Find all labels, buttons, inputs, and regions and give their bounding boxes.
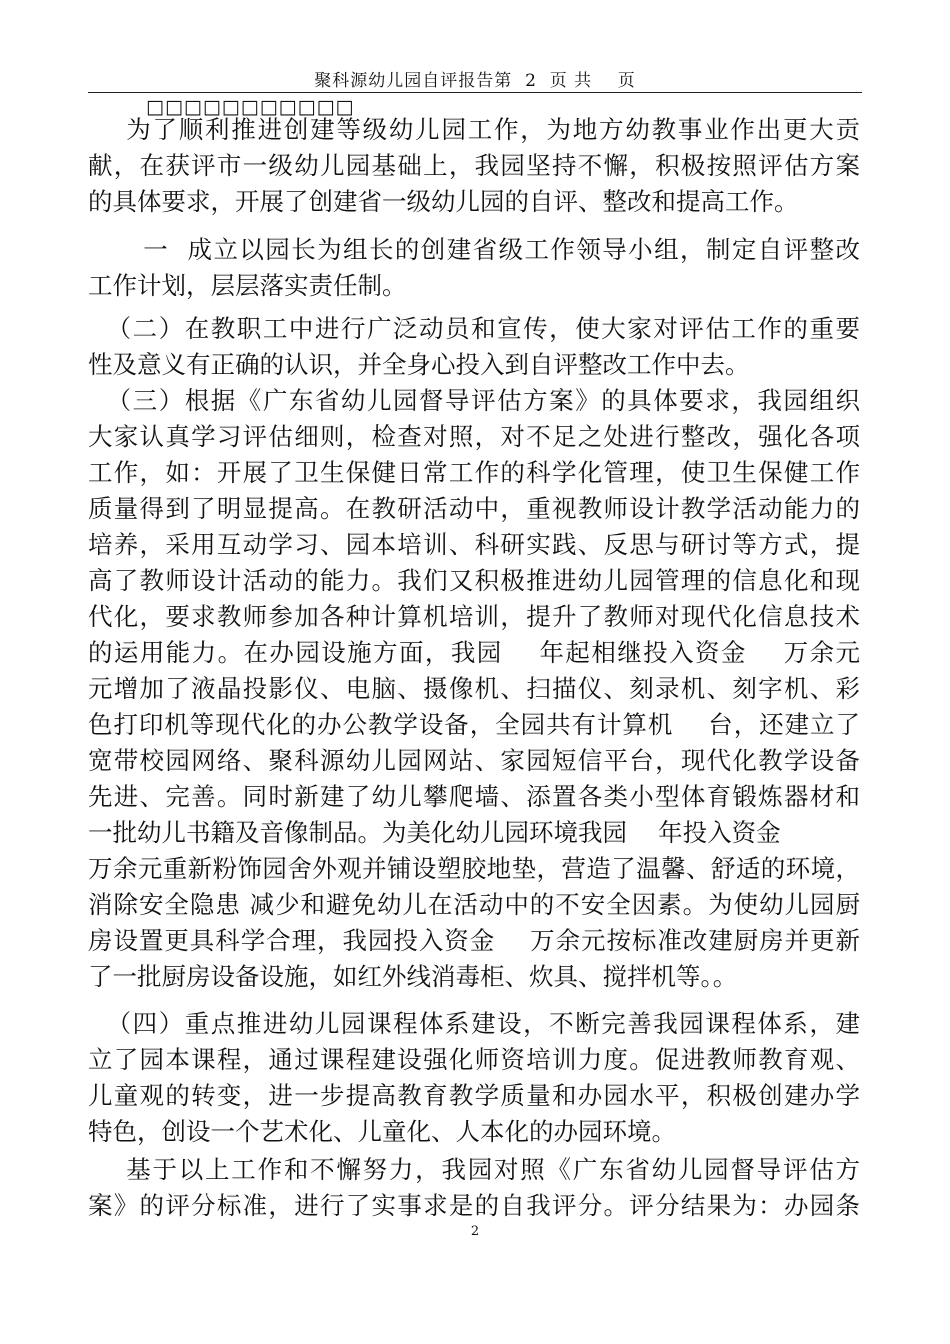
text-line: 基于以上工作和不懈努力，我园对照《广东省幼儿园督导评估方 <box>88 1155 860 1184</box>
text-line: 为了顺利推进创建等级幼儿园工作，为地方幼教事业作出更大贡 <box>88 115 860 144</box>
text-line: 大家认真学习评估细则，检查对照，对不足之处进行整改，强化各项 <box>88 422 860 451</box>
text-line: （二）在教职工中进行广泛动员和宣传，使大家对评估工作的重要 <box>88 314 860 343</box>
text-line: 一 成立以园长为组长的创建省级工作领导小组，制定自评整改 <box>88 235 860 264</box>
text-line: 宽带校园网络、聚科源幼儿园网站、家园短信平台，现代化教学设备 <box>88 746 860 775</box>
page-number: 2 <box>470 1224 480 1239</box>
text-line: 元增加了液晶投影仪、电脑、摄像机、扫描仪、刻录机、刻字机、彩 <box>88 674 860 703</box>
text-line: 了一批厨房设备设施，如红外线消毒柜、炊具、搅拌机等。。 <box>88 962 738 991</box>
text-line: 案》的评分标准，进行了实事求是的自我评分。评分结果为：办园条 <box>88 1191 860 1220</box>
text-line: 的具体要求，开展了创建省一级幼儿园的自评、整改和提高工作。 <box>88 187 799 216</box>
text-line: 色打印机等现代化的办公教学设备，全园共有计算机 台，还建立了 <box>88 710 860 739</box>
text-line: 一批幼儿书籍及音像制品。为美化幼儿园环境我园 年投入资金 <box>88 818 781 847</box>
text-line: 先进、完善。同时新建了幼儿攀爬墙、添置各类小型体育锻炼器材和 <box>88 782 860 811</box>
text-line: 献，在获评市一级幼儿园基础上，我园坚持不懈，积极按照评估方案 <box>88 151 860 180</box>
text-line: （三）根据《广东省幼儿园督导评估方案》的具体要求，我园组织 <box>88 386 860 415</box>
text-line: （四）重点推进幼儿园课程体系建设，不断完善我园课程体系，建 <box>88 1009 860 1038</box>
garbled-text-line: □□□□□□□□□□□ <box>146 96 355 118</box>
text-line: 立了园本课程，通过课程建设强化师资培训力度。促进教师教育观、 <box>88 1045 860 1074</box>
text-line: 的运用能力。在办园设施方面，我园 年起相继投入资金 万余元 <box>88 638 860 667</box>
text-line: 质量得到了明显提高。在教研活动中，重视教师设计教学活动能力的 <box>88 494 860 523</box>
text-line: 培养，采用互动学习、园本培训、科研实践、反思与研讨等方式，提 <box>88 530 860 559</box>
text-line: 性及意义有正确的认识，并全身心投入到自评整改工作中去。 <box>88 350 750 379</box>
text-line: 工作计划，层层落实责任制。 <box>88 271 407 300</box>
header-rule <box>88 92 862 93</box>
text-line: 代化，要求教师参加各种计算机培训，提升了教师对现代化信息技术 <box>88 602 860 631</box>
page-header: 聚科源幼儿园自评报告第 2 页 共 页 <box>314 71 636 91</box>
text-line: 儿童观的转变，进一步提高教育教学质量和办园水平，积极创建办学 <box>88 1081 860 1110</box>
text-line: 房设置更具科学合理，我园投入资金 万余元按标准改建厨房并更新 <box>88 926 860 955</box>
text-line: 特色，创设一个艺术化、儿童化、人本化的办园环境。 <box>88 1117 676 1146</box>
text-line: 工作，如：开展了卫生保健日常工作的科学化管理，使卫生保健工作 <box>88 458 860 487</box>
text-line: 万余元重新粉饰园舍外观并铺设塑胶地垫，营造了温馨、舒适的环境， <box>88 854 860 883</box>
text-line: 高了教师设计活动的能力。我们又积极推进幼儿园管理的信息化和现 <box>88 566 860 595</box>
text-line: 消除安全隐患 减少和避免幼儿在活动中的不安全因素。为使幼儿园厨 <box>88 890 860 919</box>
